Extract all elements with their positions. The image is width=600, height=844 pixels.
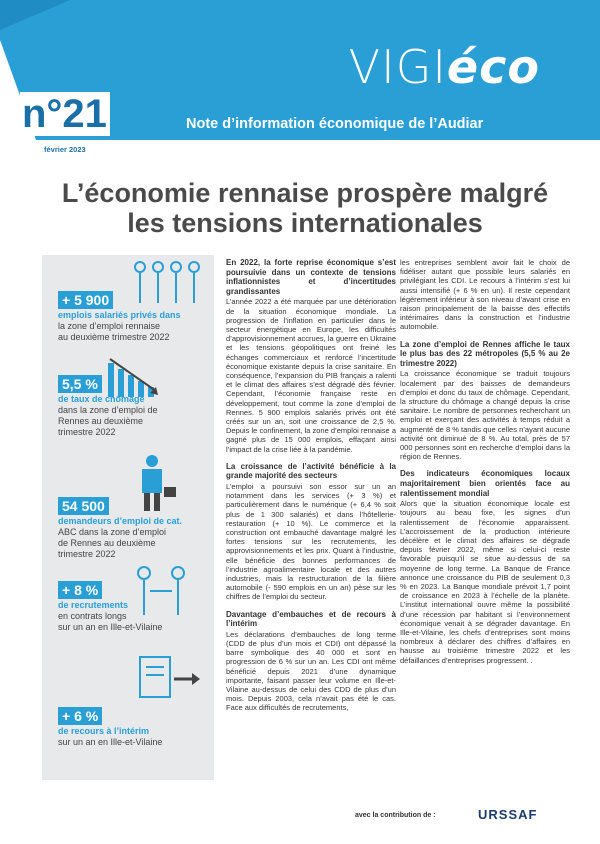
stat-private-jobs: + 5 900 emplois salariés privés dans la zone d’emploi rennaise au deuxième trimestre 2022 [58,292,181,342]
issue-number: n°21 [20,92,110,136]
paragraph: L’emploi a poursuivi son essor sur un an notamment dans les services (+ 3 %) et particulièrement dans le numérique (+ 6,4 % soit plus de 1 300 salariés) et dans l’hôtellerie-restauration (+ 10 %). Le commerce et la construction ont embauché davantage malgré les fortes tensions sur les recrutements, les approvisionnements et les prix. Quant à l’industrie, elle bénéficie des bonnes performances de l’industrie agroalimentaire locale et des autres industries, mais la restructuration de la filière automobile (- 590 emplois en un an) pèse sur les chiffres de l’emploi du secteur. [226,482,396,602]
page-title: L’économie rennaise prospère malgré les tensions internationales [61,178,549,238]
issue-date: février 2023 [44,145,86,154]
paragraph: les entreprises semblent avoir fait le choix de fidéliser autant que possible leurs salariés en privilégiant les CDI. Le recours à l’intérim s’est lui aussi intensifié (+ 6 % en un). Il reste cependant légèrement inférieur à son niveau d’avant crise en raison principalement de la baisse des effectifs intérimaires dans la construction et l’industrie automobile. [400,258,570,332]
section-heading: La zone d’emploi de Rennes affiche le taux le plus bas des 22 métropoles (5,5 % au 2e trimestre 2022) [400,339,570,368]
key-figures-sidebar [42,255,214,780]
stat-unemployment: 5,5 % de taux de chômage dans la zone d’emploi de Rennes au deuxième trimestre 2022 [58,376,158,437]
header-subtitle: Note d’information économique de l’Audiar [186,116,484,132]
interim-icon [138,655,204,699]
section-heading: En 2022, la forte reprise économique s’est poursuivie dans un contexte de tensions inflationnistes et d’incertitudes grandissantes [226,258,396,296]
article-column-1 [226,258,396,721]
section-heading: Des indicateurs économiques locaux majoritairement bien orientés face au ralentissement mondial [400,469,570,498]
vigieco-logo: VIGIéco [348,40,540,94]
contribution-label: avec la contribution de : [355,812,436,819]
stat-interim: + 6 % de recours à l’intérim sur un an en Ille-et-Vilaine [58,708,163,747]
section-heading: La croissance de l’activité bénéficie à la grande majorité des secteurs [226,461,396,481]
section-heading: Davantage d’embauches et de recours à l’intérim [226,609,396,629]
urssaf-logo: URSSAF [478,807,538,822]
paragraph: L’année 2022 a été marquée par une détérioration de la situation économique mondiale. La progression de l’inflation en particulier dans le secteur énergétique en Europe, les difficultés d’approvisionnement accrues, la guerre en Ukraine et les tensions géopolitiques ont freiné les échanges commerciaux et renforcé l’incertitude économique existante depuis la crise sanitaire. En conséquence, l’expansion du PIB français a ralenti et le climat des affaires s’est dégradé dès février. Cependant, l’économie française reste en développement, tout comme la zone d’emploi de Rennes. 5 900 emplois salariés privés ont été créés sur un an, soit une croissance de 2,5 %. Depuis le confinement, la zone d’emploi rennaise a gagné plus de 15 000 emplois, effaçant ainsi l’impact de la crise liée à la pandémie. [226,297,396,454]
stat-job-seekers: 54 500 demandeurs d’emploi de cat. ABC dans la zone d’emploi de Rennes au deuxième trimestre 2022 [58,498,183,559]
paragraph: Alors que la situation économique locale est toujours au beau fixe, les signes d’un ralentissement de l’économie apparaissent. L’accroissement de la production intérieure décélère et le climat des affaires se dégrade depuis février 2022, même si celui-ci reste favorable puisqu’il se situe au-dessus de sa moyenne de long terme. La Banque de France annonce une croissance du PIB de seulement 0,3 % en 2023. La Banque mondiale prévoit 1,7 point de croissance en 2023 à l’échelle de la planète. L’institut international ouvre même la possibilité d’une récession par habitant si l’environnement économique venait à se dégrader davantage. En Ille-et-Vilaine, les chefs d’entreprises sont moins nombreux à déclarer des chiffres d’affaires en hausse au troisième trimestre 2022 et les défaillances d’entreprises progressent. . [400,499,570,665]
paragraph: La croissance économique se traduit toujours localement par des baisses de demandeurs d’emploi et donc du taux de chômage. Cependant, la structure du chômage a changé depuis la crise sanitaire. Le nombre de personnes recherchant un emploi et exerçant des activités à temps réduit a augmenté de 8 % tandis que celles n’ayant aucune activité ont diminué de 8 %. Au total, près de 57 000 personnes sont en recherche d’emploi dans la région de Rennes. [400,369,570,462]
paragraph: Les déclarations d’embauches de long terme (CDD de plus d’un mois et CDI) ont dépassé la barre symbolique des 40 000 et sont en progression de 6 % sur un an. Les CDI ont même bénéficié depuis 2021 d’une dynamique importante, faisant passer leur volume en Ille-et-Vilaine au-dessus de celui des CDD de plus d’un mois. Depuis 2003, cela n’avait pas été le cas. Face aux difficultés de recrutements, [226,629,396,713]
article-column-2 [400,258,570,673]
stat-recruitments: + 8 % de recrutements en contrats longs sur un an en Ille-et-Vilaine [58,582,163,632]
